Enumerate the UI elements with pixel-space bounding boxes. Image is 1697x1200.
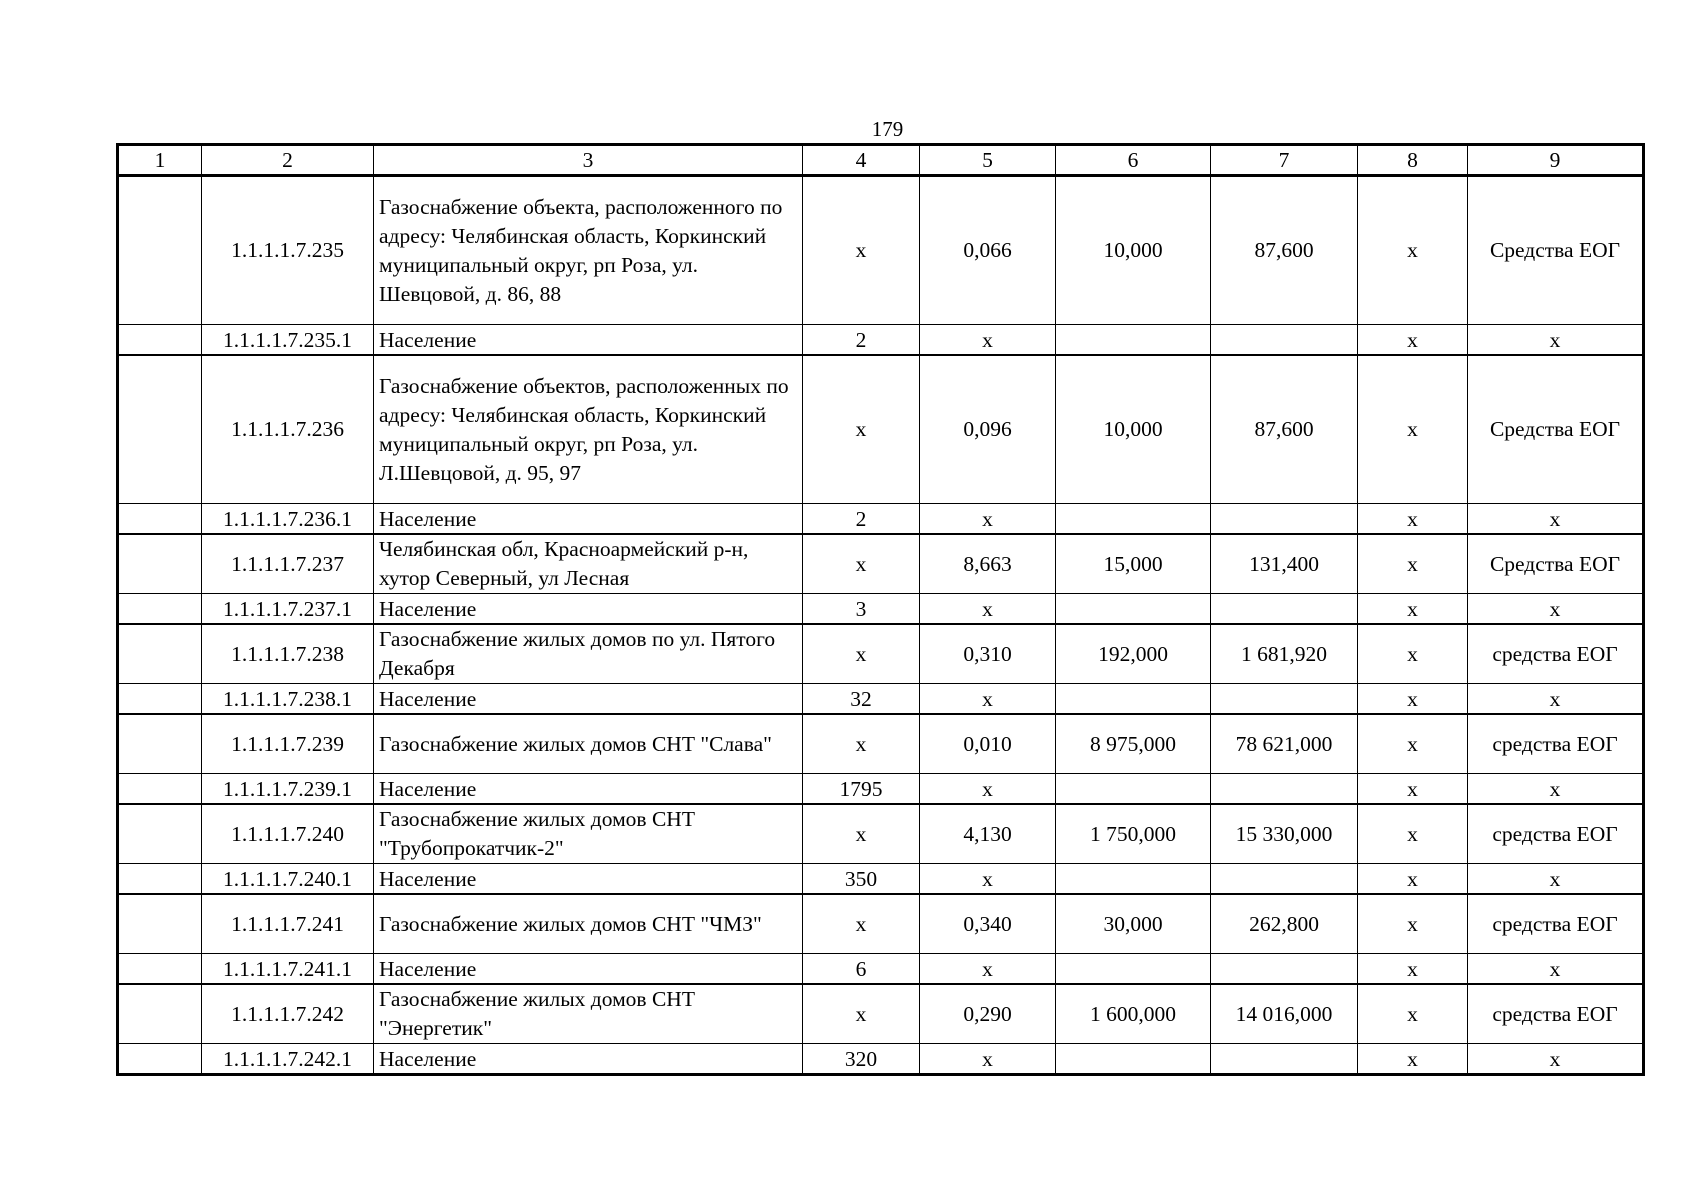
cell-col6	[1056, 504, 1211, 535]
cell-name: Газоснабжение объекта, расположенного по адресу: Челябинская область, Коркинский муниципальный округ, рп Роза, ул. Шевцовой, д. 86, 88	[374, 176, 803, 325]
cell-col4: x	[803, 984, 920, 1044]
table-subrow	[118, 504, 1644, 535]
cell-code: 1.1.1.1.7.235	[202, 176, 374, 325]
cell-name: Челябинская обл, Красноармейский р-н, хутор Северный, ул Лесная	[374, 534, 803, 594]
header-row	[118, 145, 1644, 176]
column-header: 3	[374, 145, 803, 176]
cell-col7	[1211, 594, 1358, 625]
cell-col5: x	[920, 594, 1056, 625]
cell-col8: x	[1358, 894, 1468, 954]
cell-col5: 4,130	[920, 804, 1056, 864]
cell-col8: x	[1358, 714, 1468, 774]
cell-col4: 320	[803, 1044, 920, 1075]
cell-col6: 192,000	[1056, 624, 1211, 684]
cell-col5: 0,310	[920, 624, 1056, 684]
cell-col4: 2	[803, 325, 920, 356]
cell-name: Газоснабжение жилых домов СНТ "ЧМЗ"	[374, 894, 803, 954]
cell-col4: x	[803, 714, 920, 774]
cell-col7	[1211, 325, 1358, 356]
cell-name: Население	[374, 954, 803, 985]
cell-col7	[1211, 684, 1358, 715]
cell-code: 1.1.1.1.7.236.1	[202, 504, 374, 535]
cell-col4: 32	[803, 684, 920, 715]
cell-col5: 0,066	[920, 176, 1056, 325]
cell-name: Население	[374, 1044, 803, 1075]
table-row	[118, 714, 1644, 774]
cell-col5: x	[920, 504, 1056, 535]
cell-col6: 1 600,000	[1056, 984, 1211, 1044]
cell-name: Газоснабжение жилых домов по ул. Пятого Декабря	[374, 624, 803, 684]
cell-col6	[1056, 864, 1211, 895]
cell-col4: 1795	[803, 774, 920, 805]
column-header: 7	[1211, 145, 1358, 176]
cell-col8: x	[1358, 984, 1468, 1044]
page-number: 179	[871, 117, 904, 141]
cell-col7: 15 330,000	[1211, 804, 1358, 864]
cell-num	[118, 954, 202, 985]
cell-col6: 15,000	[1056, 534, 1211, 594]
table-subrow	[118, 325, 1644, 356]
cell-col6: 1 750,000	[1056, 804, 1211, 864]
cell-col4: 350	[803, 864, 920, 895]
cell-source: x	[1468, 864, 1644, 895]
cell-num	[118, 894, 202, 954]
cell-col5: 0,010	[920, 714, 1056, 774]
cell-name: Население	[374, 774, 803, 805]
column-header: 8	[1358, 145, 1468, 176]
cell-code: 1.1.1.1.7.235.1	[202, 325, 374, 356]
cell-col7	[1211, 774, 1358, 805]
cell-col5: 0,340	[920, 894, 1056, 954]
cell-code: 1.1.1.1.7.239	[202, 714, 374, 774]
cell-col6	[1056, 684, 1211, 715]
cell-source: x	[1468, 684, 1644, 715]
cell-col8: x	[1358, 1044, 1468, 1075]
cell-source: Средства ЕОГ	[1468, 534, 1644, 594]
cell-source: средства ЕОГ	[1468, 984, 1644, 1044]
table-subrow	[118, 594, 1644, 625]
cell-source: x	[1468, 774, 1644, 805]
cell-num	[118, 355, 202, 504]
cell-col8: x	[1358, 504, 1468, 535]
cell-col7: 87,600	[1211, 355, 1358, 504]
cell-code: 1.1.1.1.7.242	[202, 984, 374, 1044]
table-row	[118, 534, 1644, 594]
cell-source: Средства ЕОГ	[1468, 355, 1644, 504]
cell-name: Газоснабжение объектов, расположенных по адресу: Челябинская область, Коркинский муниципальный округ, рп Роза, ул. Л.Шевцовой, д. 95, 97	[374, 355, 803, 504]
cell-col7: 78 621,000	[1211, 714, 1358, 774]
column-header: 6	[1056, 145, 1211, 176]
cell-num	[118, 176, 202, 325]
cell-col4: x	[803, 176, 920, 325]
cell-col8: x	[1358, 684, 1468, 715]
cell-col7: 131,400	[1211, 534, 1358, 594]
cell-col6: 8 975,000	[1056, 714, 1211, 774]
cell-col4: 3	[803, 594, 920, 625]
cell-source: средства ЕОГ	[1468, 804, 1644, 864]
cell-num	[118, 804, 202, 864]
cell-col8: x	[1358, 954, 1468, 985]
cell-name: Газоснабжение жилых домов СНТ "Слава"	[374, 714, 803, 774]
cell-num	[118, 504, 202, 535]
cell-col5: x	[920, 325, 1056, 356]
cell-source: x	[1468, 594, 1644, 625]
cell-col6	[1056, 1044, 1211, 1075]
cell-code: 1.1.1.1.7.237.1	[202, 594, 374, 625]
cell-name: Население	[374, 684, 803, 715]
cell-col6	[1056, 954, 1211, 985]
cell-source: средства ЕОГ	[1468, 894, 1644, 954]
cell-col5: 0,096	[920, 355, 1056, 504]
cell-code: 1.1.1.1.7.242.1	[202, 1044, 374, 1075]
cell-col8: x	[1358, 534, 1468, 594]
data-table	[116, 143, 1645, 1076]
cell-col7: 87,600	[1211, 176, 1358, 325]
cell-num	[118, 534, 202, 594]
cell-code: 1.1.1.1.7.240	[202, 804, 374, 864]
cell-col4: x	[803, 355, 920, 504]
cell-col8: x	[1358, 624, 1468, 684]
column-header: 4	[803, 145, 920, 176]
cell-code: 1.1.1.1.7.241	[202, 894, 374, 954]
cell-col5: x	[920, 684, 1056, 715]
cell-code: 1.1.1.1.7.238	[202, 624, 374, 684]
cell-col6: 10,000	[1056, 355, 1211, 504]
table-subrow	[118, 684, 1644, 715]
cell-code: 1.1.1.1.7.238.1	[202, 684, 374, 715]
cell-code: 1.1.1.1.7.239.1	[202, 774, 374, 805]
cell-col4: x	[803, 804, 920, 864]
cell-col8: x	[1358, 774, 1468, 805]
cell-num	[118, 684, 202, 715]
cell-col4: x	[803, 624, 920, 684]
cell-col6: 30,000	[1056, 894, 1211, 954]
cell-source: x	[1468, 1044, 1644, 1075]
cell-col5: x	[920, 864, 1056, 895]
cell-code: 1.1.1.1.7.236	[202, 355, 374, 504]
cell-col6	[1056, 774, 1211, 805]
cell-name: Население	[374, 325, 803, 356]
cell-col8: x	[1358, 176, 1468, 325]
cell-col7	[1211, 1044, 1358, 1075]
cell-col6: 10,000	[1056, 176, 1211, 325]
column-header: 5	[920, 145, 1056, 176]
table-subrow	[118, 774, 1644, 805]
table-row	[118, 804, 1644, 864]
cell-name: Население	[374, 504, 803, 535]
cell-col4: 6	[803, 954, 920, 985]
cell-source: средства ЕОГ	[1468, 624, 1644, 684]
cell-name: Газоснабжение жилых домов СНТ "Трубопрокатчик-2"	[374, 804, 803, 864]
cell-col8: x	[1358, 864, 1468, 895]
cell-col7	[1211, 504, 1358, 535]
cell-name: Население	[374, 594, 803, 625]
cell-num	[118, 984, 202, 1044]
cell-code: 1.1.1.1.7.237	[202, 534, 374, 594]
cell-source: x	[1468, 954, 1644, 985]
cell-col7: 14 016,000	[1211, 984, 1358, 1044]
column-header: 1	[118, 145, 202, 176]
cell-code: 1.1.1.1.7.240.1	[202, 864, 374, 895]
table-row	[118, 984, 1644, 1044]
table-row	[118, 624, 1644, 684]
cell-col4: x	[803, 894, 920, 954]
column-header: 9	[1468, 145, 1644, 176]
cell-col7: 1 681,920	[1211, 624, 1358, 684]
cell-col5: x	[920, 954, 1056, 985]
cell-col8: x	[1358, 594, 1468, 625]
cell-col6	[1056, 594, 1211, 625]
cell-col5: x	[920, 774, 1056, 805]
cell-source: x	[1468, 325, 1644, 356]
cell-name: Население	[374, 864, 803, 895]
table-subrow	[118, 954, 1644, 985]
cell-num	[118, 714, 202, 774]
cell-col8: x	[1358, 804, 1468, 864]
cell-num	[118, 624, 202, 684]
cell-col5: 8,663	[920, 534, 1056, 594]
cell-source: x	[1468, 504, 1644, 535]
table-row	[118, 176, 1644, 325]
cell-source: средства ЕОГ	[1468, 714, 1644, 774]
cell-col7: 262,800	[1211, 894, 1358, 954]
cell-num	[118, 1044, 202, 1075]
cell-code: 1.1.1.1.7.241.1	[202, 954, 374, 985]
cell-col5: 0,290	[920, 984, 1056, 1044]
cell-col4: 2	[803, 504, 920, 535]
table-subrow	[118, 864, 1644, 895]
cell-col7	[1211, 954, 1358, 985]
cell-num	[118, 774, 202, 805]
cell-col8: x	[1358, 325, 1468, 356]
table-subrow	[118, 1044, 1644, 1075]
table-row	[118, 894, 1644, 954]
cell-col5: x	[920, 1044, 1056, 1075]
cell-num	[118, 325, 202, 356]
cell-col6	[1056, 325, 1211, 356]
cell-name: Газоснабжение жилых домов СНТ "Энергетик"	[374, 984, 803, 1044]
cell-num	[118, 864, 202, 895]
column-header: 2	[202, 145, 374, 176]
cell-num	[118, 594, 202, 625]
table-row	[118, 355, 1644, 504]
cell-col8: x	[1358, 355, 1468, 504]
cell-col7	[1211, 864, 1358, 895]
cell-source: Средства ЕОГ	[1468, 176, 1644, 325]
cell-col4: x	[803, 534, 920, 594]
